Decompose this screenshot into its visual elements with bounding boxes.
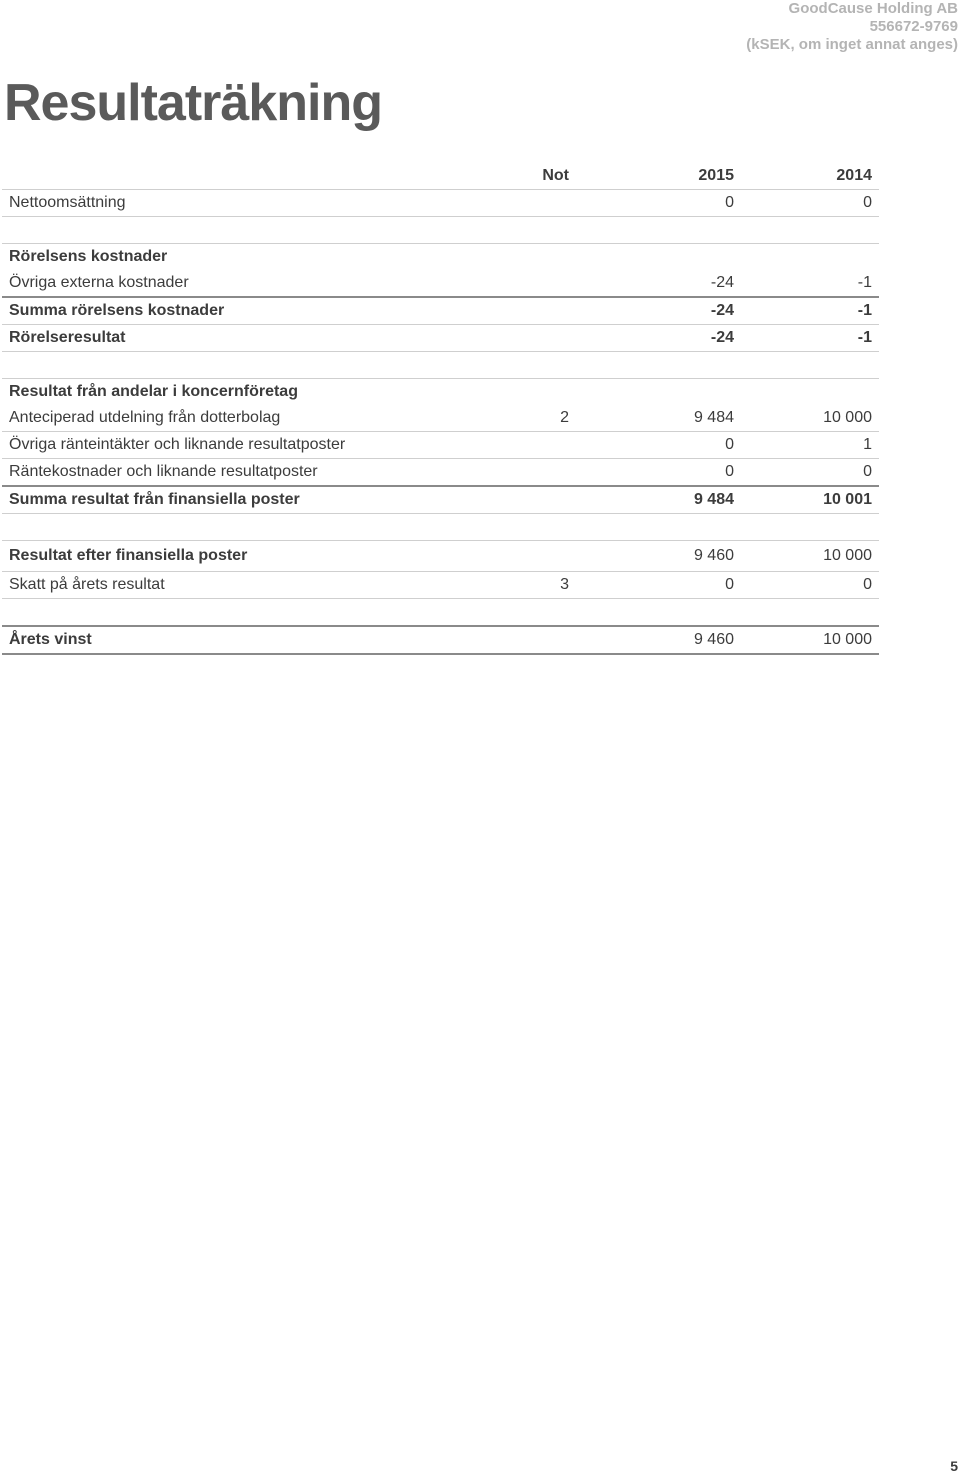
- row-label: Övriga ränteintäkter och liknande resultatposter: [9, 436, 346, 453]
- row-value-2015: -24: [710, 329, 734, 346]
- column-header-2015: 2015: [698, 167, 734, 184]
- row-value-2015: -24: [710, 274, 734, 291]
- row-value-2015: 9 484: [693, 409, 734, 426]
- row-label: Skatt på årets resultat: [9, 576, 165, 593]
- row-value-2014: -1: [857, 302, 872, 319]
- row-label: Summa rörelsens kostnader: [9, 302, 225, 319]
- row-label: Nettoomsättning: [9, 194, 126, 211]
- page-number: 5: [950, 1458, 958, 1474]
- row-divider: [2, 653, 879, 655]
- section-gap: [2, 217, 879, 243]
- row-label: Rörelseresultat: [9, 329, 126, 346]
- row-value-2014: 1: [863, 436, 872, 453]
- row-value-2015: -24: [710, 302, 734, 319]
- subtotal-row: [2, 541, 879, 571]
- row-value-2014: 0: [863, 463, 872, 480]
- section-gap: [2, 599, 879, 625]
- row-value-2014: 0: [863, 576, 872, 593]
- company-name: GoodCause Holding AB: [788, 0, 958, 17]
- column-header-note: Not: [542, 167, 569, 184]
- subtotal-row: [2, 298, 879, 324]
- income-statement-table: [2, 163, 879, 655]
- row-label: Årets vinst: [9, 631, 92, 648]
- section-heading: [2, 379, 879, 405]
- subtotal-row: [2, 325, 879, 351]
- total-row: [2, 627, 879, 653]
- column-header-2014: 2014: [836, 167, 872, 184]
- section-gap: [2, 352, 879, 378]
- table-row: [2, 459, 879, 485]
- row-value-2014: 10 000: [823, 547, 872, 564]
- row-value-2014: -1: [857, 274, 872, 291]
- row-value-2014: 10 000: [823, 631, 872, 648]
- row-label: Rörelsens kostnader: [9, 248, 168, 265]
- row-value-2014: 0: [863, 194, 872, 211]
- row-note: 3: [560, 576, 569, 593]
- subtotal-row: [2, 487, 879, 513]
- row-value-2015: 0: [725, 194, 734, 211]
- section-heading: [2, 244, 879, 270]
- row-label: Räntekostnader och liknande resultatposter: [9, 463, 318, 480]
- table-row: [2, 270, 879, 296]
- section-gap: [2, 514, 879, 540]
- row-value-2015: 0: [725, 463, 734, 480]
- row-value-2015: 9 460: [693, 547, 734, 564]
- row-value-2015: 0: [725, 436, 734, 453]
- table-row: [2, 432, 879, 458]
- row-value-2014: -1: [857, 329, 872, 346]
- column-header-row: [2, 163, 879, 189]
- table-row: [2, 190, 879, 216]
- org-number: 556672-9769: [869, 18, 958, 35]
- row-label: Resultat från andelar i koncernföretag: [9, 383, 298, 400]
- row-note: 2: [560, 409, 569, 426]
- row-label: Anteciperad utdelning från dotterbolag: [9, 409, 281, 426]
- table-row: [2, 405, 879, 431]
- document-header: [746, 0, 958, 54]
- row-value-2014: 10 001: [823, 491, 872, 508]
- unit-note: (kSEK, om inget annat anges): [746, 36, 958, 53]
- table-row: [2, 572, 879, 598]
- row-value-2015: 9 460: [693, 631, 734, 648]
- row-label: Övriga externa kostnader: [9, 274, 189, 291]
- row-label: Summa resultat från finansiella poster: [9, 491, 300, 508]
- row-value-2015: 9 484: [693, 491, 734, 508]
- page-title: Resultaträkning: [4, 74, 382, 132]
- row-value-2014: 10 000: [823, 409, 872, 426]
- row-value-2015: 0: [725, 576, 734, 593]
- row-label: Resultat efter finansiella poster: [9, 547, 248, 564]
